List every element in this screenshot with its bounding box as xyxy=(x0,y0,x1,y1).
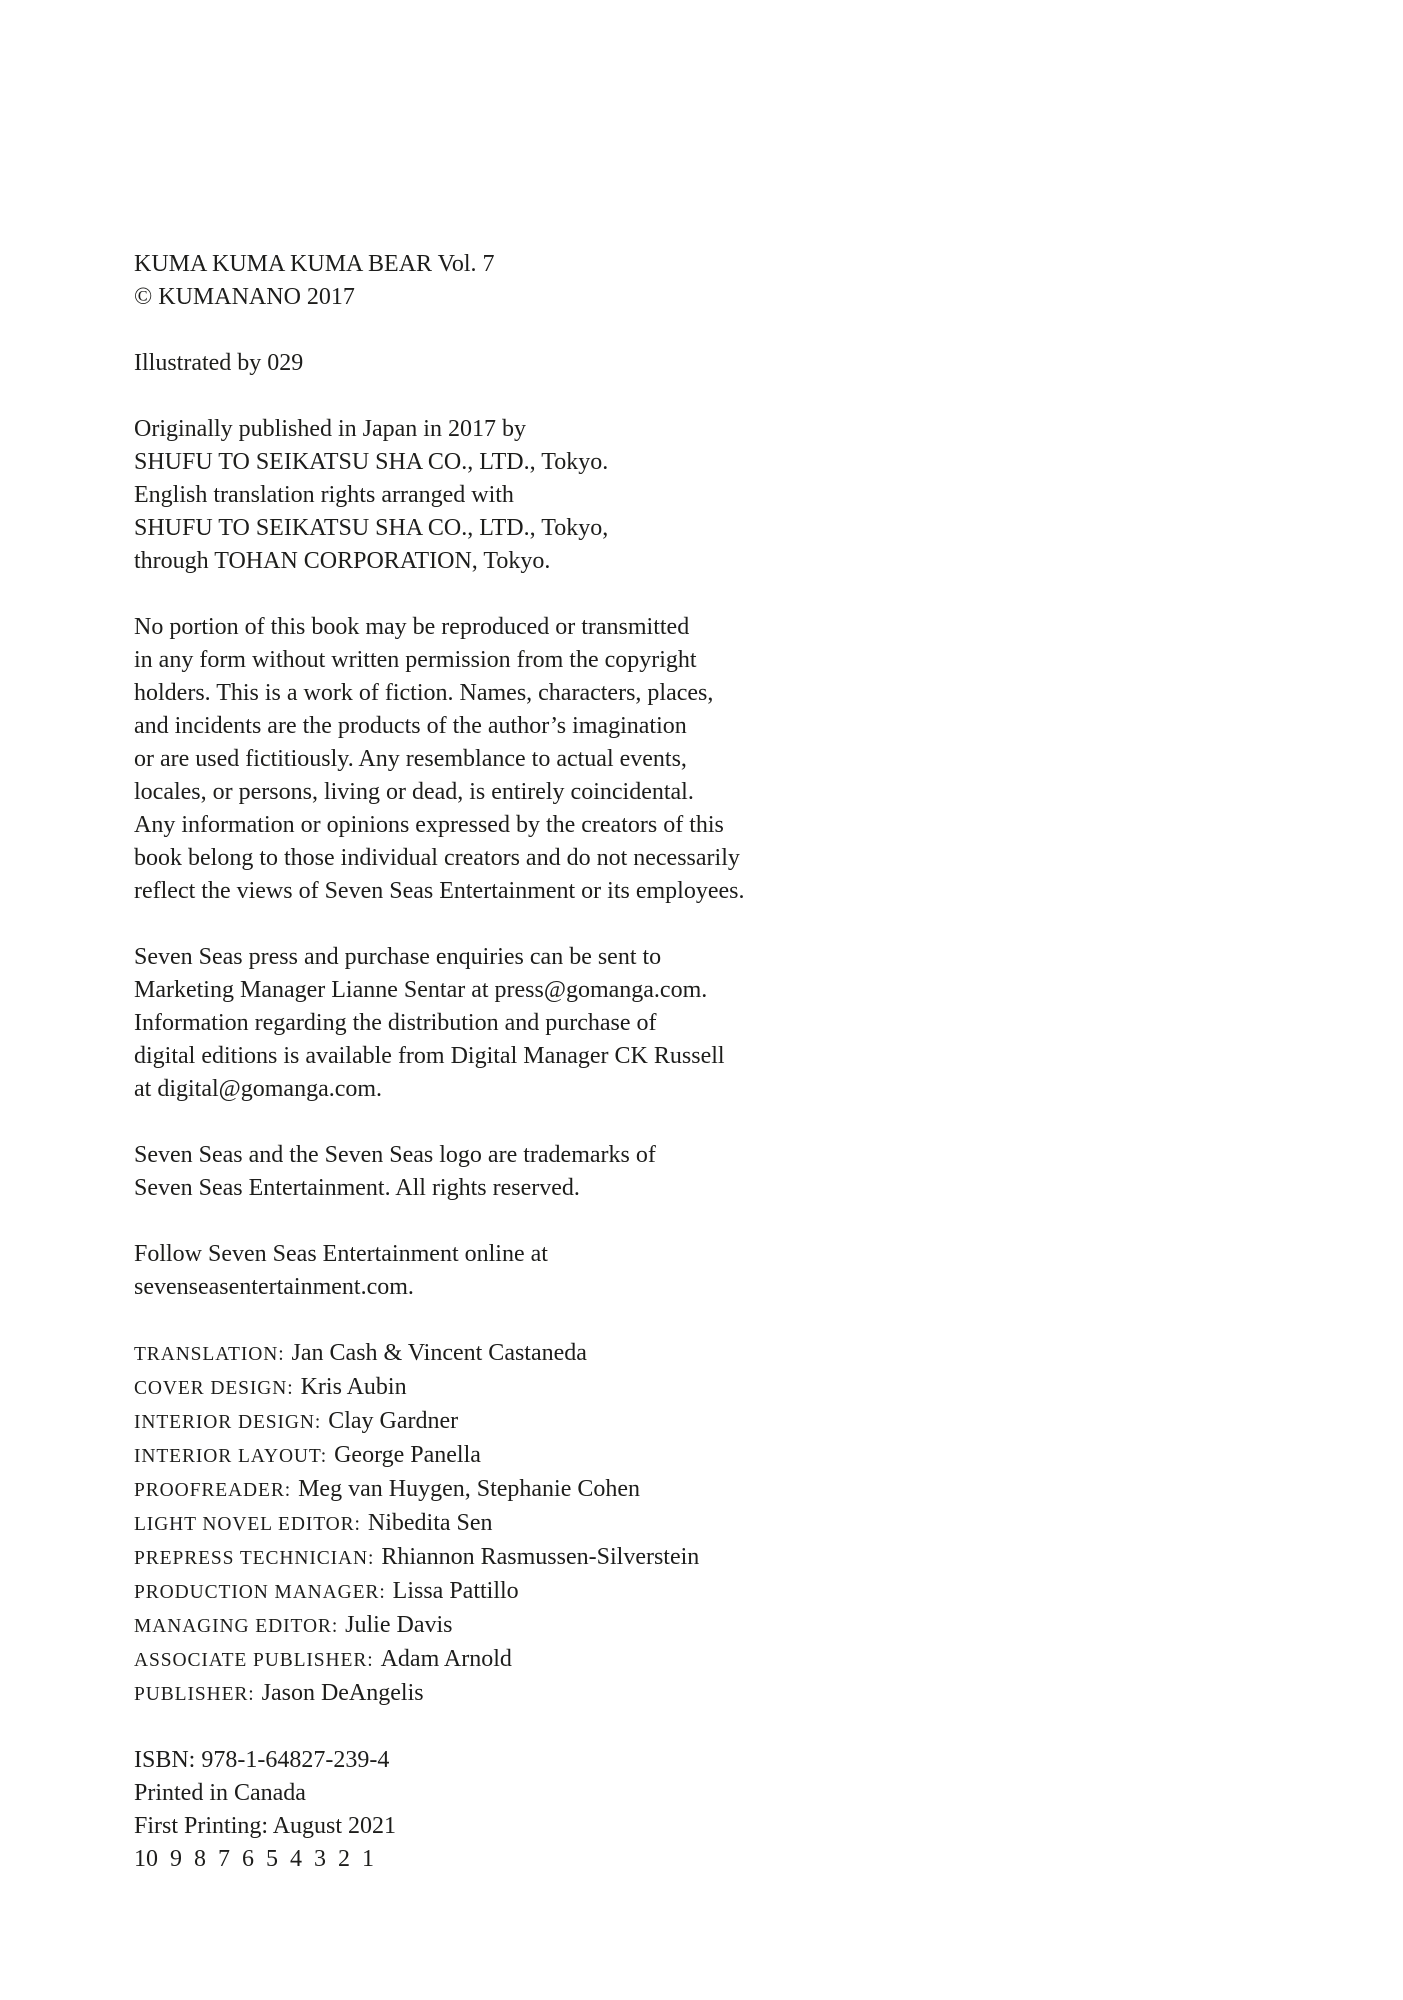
credit-row-light-novel-editor xyxy=(134,1507,894,1541)
credit-value: Rhiannon Rasmussen-Silverstein xyxy=(381,1544,700,1570)
credits-block xyxy=(134,1337,894,1711)
publication-line: through TOHAN CORPORATION, Tokyo. xyxy=(134,548,551,574)
contact-line-digital-email: at digital@gomanga.com. xyxy=(134,1076,383,1102)
illustrated-by-line: Illustrated by 029 xyxy=(134,350,304,376)
isbn-line: ISBN: 978-1-64827-239-4 xyxy=(134,1747,390,1773)
print-run-line: 10 9 8 7 6 5 4 3 2 1 xyxy=(134,1846,374,1872)
trademark-line: Seven Seas and the Seven Seas logo are trademarks of xyxy=(134,1142,656,1168)
credit-value: Meg van Huygen, Stephanie Cohen xyxy=(298,1476,641,1502)
credit-row-interior-design xyxy=(134,1405,894,1439)
credit-row-managing-editor xyxy=(134,1609,894,1643)
follow-line: Follow Seven Seas Entertainment online at xyxy=(134,1241,548,1267)
rights-line: No portion of this book may be reproduced or transmitted xyxy=(134,614,690,640)
rights-line: or are used fictitiously. Any resemblance to actual events, xyxy=(134,746,687,772)
book-title-line: KUMA KUMA KUMA BEAR Vol. 7 xyxy=(134,251,495,277)
credit-label: PROOFREADER: xyxy=(134,1480,292,1501)
credit-row-proofreader xyxy=(134,1473,894,1507)
credit-value: Lissa Pattillo xyxy=(392,1578,519,1604)
credit-label: TRANSLATION: xyxy=(134,1344,285,1365)
publication-line: SHUFU TO SEIKATSU SHA CO., LTD., Tokyo. xyxy=(134,449,609,475)
publication-line: English translation rights arranged with xyxy=(134,482,514,508)
credit-value: Kris Aubin xyxy=(300,1374,407,1400)
credit-row-cover-design xyxy=(134,1371,894,1405)
credit-value: Jason DeAngelis xyxy=(261,1680,424,1706)
credit-value: Jan Cash & Vincent Castaneda xyxy=(291,1340,587,1366)
rights-line: reflect the views of Seven Seas Entertainment or its employees. xyxy=(134,878,745,904)
credit-label: COVER DESIGN: xyxy=(134,1378,294,1399)
credit-row-translation xyxy=(134,1337,894,1371)
follow-block xyxy=(134,1238,894,1304)
contact-line: Seven Seas press and purchase enquiries can be sent to xyxy=(134,944,662,970)
rights-line: in any form without written permission from the copyright xyxy=(134,647,697,673)
rights-block xyxy=(134,611,894,908)
website-line: sevenseasentertainment.com. xyxy=(134,1274,414,1300)
credit-value: Clay Gardner xyxy=(328,1408,459,1434)
credit-label: PREPRESS TECHNICIAN: xyxy=(134,1548,375,1569)
credit-value: George Panella xyxy=(334,1442,481,1468)
credit-row-production-manager xyxy=(134,1575,894,1609)
rights-line: holders. This is a work of fiction. Names, characters, places, xyxy=(134,680,714,706)
copyright-line: © KUMANANO 2017 xyxy=(134,284,355,310)
credit-label: INTERIOR LAYOUT: xyxy=(134,1446,328,1467)
credit-row-prepress-technician xyxy=(134,1541,894,1575)
contact-line: Information regarding the distribution and purchase of xyxy=(134,1010,657,1036)
credit-row-associate-publisher xyxy=(134,1643,894,1677)
contact-line: digital editions is available from Digital Manager CK Russell xyxy=(134,1043,725,1069)
credit-value: Julie Davis xyxy=(345,1612,453,1638)
credit-value: Adam Arnold xyxy=(380,1646,512,1672)
rights-line: book belong to those individual creators and do not necessarily xyxy=(134,845,740,871)
credit-label: LIGHT NOVEL EDITOR: xyxy=(134,1514,361,1535)
credit-row-publisher xyxy=(134,1677,894,1711)
colophon-text xyxy=(134,248,894,1909)
credit-label: MANAGING EDITOR: xyxy=(134,1616,339,1637)
printed-in-line: Printed in Canada xyxy=(134,1780,306,1806)
publication-line: Originally published in Japan in 2017 by xyxy=(134,416,526,442)
publication-line: SHUFU TO SEIKATSU SHA CO., LTD., Tokyo, xyxy=(134,515,609,541)
trademark-block xyxy=(134,1139,894,1205)
rights-line: and incidents are the products of the author’s imagination xyxy=(134,713,687,739)
printing-block xyxy=(134,1744,894,1876)
credit-value: Nibedita Sen xyxy=(367,1510,493,1536)
trademark-line: Seven Seas Entertainment. All rights reserved. xyxy=(134,1175,580,1201)
illustrator-block xyxy=(134,347,894,380)
credit-label: INTERIOR DESIGN: xyxy=(134,1412,322,1433)
credit-row-interior-layout xyxy=(134,1439,894,1473)
credit-label: PUBLISHER: xyxy=(134,1684,255,1705)
publication-block xyxy=(134,413,894,578)
contact-line-press-email: Marketing Manager Lianne Sentar at press@gomanga.com. xyxy=(134,977,708,1003)
contact-block xyxy=(134,941,894,1106)
first-printing-line: First Printing: August 2021 xyxy=(134,1813,397,1839)
credit-label: PRODUCTION MANAGER: xyxy=(134,1582,386,1603)
rights-line: locales, or persons, living or dead, is entirely coincidental. xyxy=(134,779,694,805)
rights-line: Any information or opinions expressed by the creators of this xyxy=(134,812,724,838)
credit-label: ASSOCIATE PUBLISHER: xyxy=(134,1650,374,1671)
title-copyright-block xyxy=(134,248,894,314)
